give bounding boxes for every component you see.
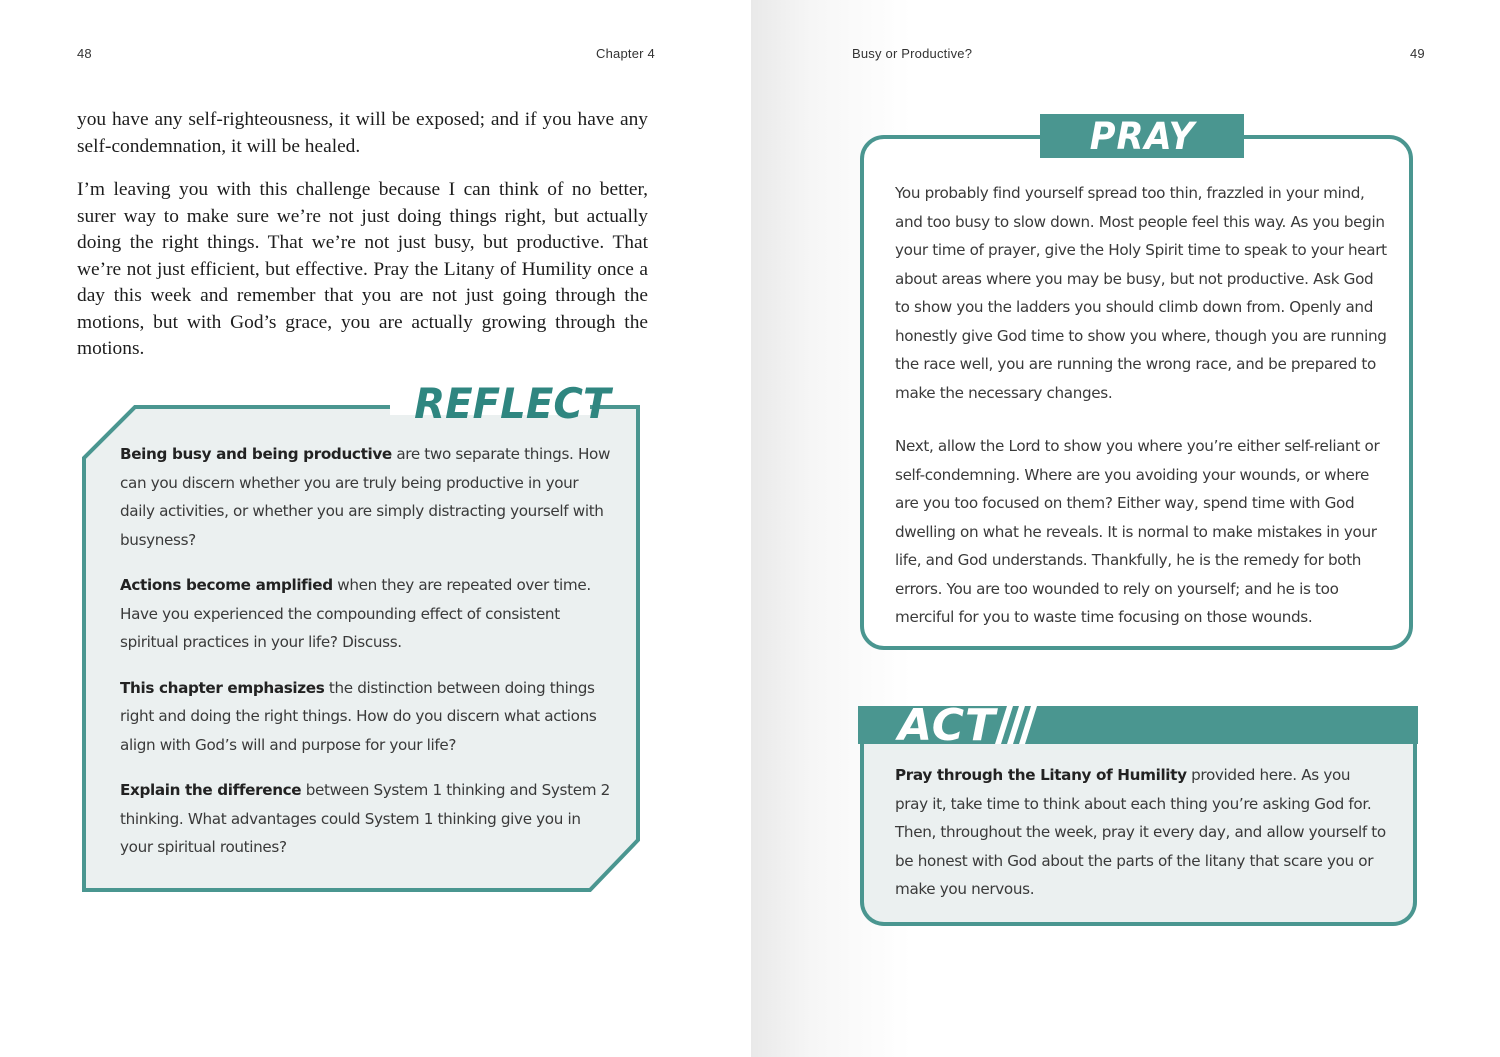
- pray-paragraph: You probably find yourself spread too thin, frazzled in your mind, and too busy to slow down. Most people feel this way. As you begin your time of prayer, give the Holy Spirit time to speak to your heart about areas where you may be busy, but not productive. Ask God to show you the ladders you should climb down from. Openly and honestly give God time to show you where, though you are running the race well, you are running the wrong race, and be prepared to make the necessary changes.: [895, 184, 1387, 402]
- reflect-heading: REFLECT: [414, 379, 611, 429]
- reflect-question: [120, 674, 615, 760]
- question-text: the distinction between doing things right and doing the right things. How do you discern what actions align with God’s will and purpose for your life?: [120, 678, 597, 754]
- left-page-number: 48: [77, 46, 92, 61]
- reflect-questions: [120, 440, 615, 879]
- question-text: are two separate things. How can you discern whether you are truly being productive in your daily activities, or whether you are simply distracting yourself with busyness?: [120, 445, 611, 549]
- question-lead: Explain the difference: [120, 781, 302, 799]
- act-heading: ACT: [898, 706, 997, 744]
- act-text: [895, 761, 1387, 904]
- left-running-head: Chapter 4: [596, 46, 655, 61]
- question-text: when they are repeated over time. Have you experienced the compounding effect of consistent spiritual practices in your life? Discuss.: [120, 576, 591, 651]
- pray-paragraph: Next, allow the Lord to show you where you’re either self-reliant or self-condemning. Where are you avoiding your wounds, or where are you too focused on them? Either way, spend time with God dwelling on what he reveals. It is normal to make mistakes in your life, and God understands. Thankfully, he is the remedy for both errors. You are too wounded to rely on yourself; and he is too merciful for you to waste time focusing on those wounds.: [895, 437, 1380, 626]
- question-lead: Being busy and being productive: [120, 445, 392, 463]
- right-page-number: 49: [1410, 46, 1425, 61]
- stripes-decoration: [983, 706, 1043, 744]
- question-lead: This chapter emphasizes: [120, 678, 325, 697]
- pray-heading: PRAY: [1089, 114, 1195, 158]
- body-paragraph: you have any self-righteousness, it will be exposed; and if you have any self-condemnation, it will be healed.: [77, 109, 648, 157]
- reflect-question: [120, 571, 615, 657]
- reflect-question: [120, 776, 615, 862]
- pray-text: [895, 179, 1387, 657]
- act-lead: Pray through the Litany of Humility: [895, 766, 1187, 784]
- left-body-text: [77, 107, 648, 380]
- act-paragraph: [895, 761, 1387, 904]
- pray-banner: [1040, 114, 1244, 158]
- question-lead: Actions become amplified: [120, 576, 333, 594]
- body-paragraph: I’m leaving you with this challenge because I can think of no better, surer way to make sure we’re not just doing things right, but actually doing the right things. That we’re not just busy, but productive. That we’re not just efficient, but effective. Pray the Litany of Humility once a day this week and remember that you are not just going through the motions, but with God’s grace, you are actually growing through the motions.: [77, 179, 648, 359]
- act-body: provided here. As you pray it, take time to think about each thing you’re asking God for. Then, throughout the week, pray it every day, and allow yourself to be honest with God about the parts of the litany that scare you or make you nervous.: [895, 766, 1386, 898]
- question-text: between System 1 thinking and System 2 thinking. What advantages could System 1 thinking give you in your spiritual routines?: [120, 781, 610, 856]
- act-banner: [858, 706, 1418, 744]
- right-running-head: Busy or Productive?: [852, 46, 973, 61]
- reflect-question: [120, 440, 615, 554]
